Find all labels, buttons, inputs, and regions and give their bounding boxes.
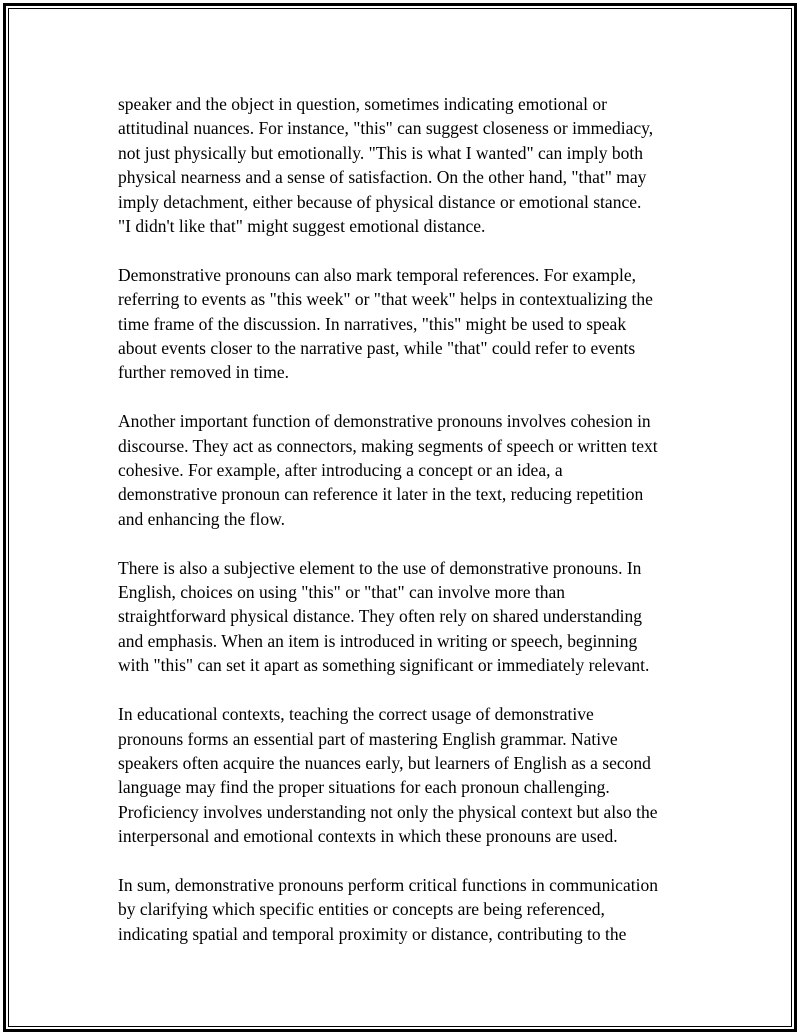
text-line: and emphasis. When an item is introduced in writing or speech, beginning xyxy=(118,630,638,651)
text-line: further removed in time. xyxy=(118,362,290,383)
text-line: In educational contexts, teaching the correct usage of demonstrative xyxy=(118,704,594,725)
text-line: straightforward physical distance. They often rely on shared understanding xyxy=(118,606,643,627)
text-line: Demonstrative pronouns can also mark temporal references. For example, xyxy=(118,264,637,285)
text-line: imply detachment, either because of physical distance or emotional stance. xyxy=(118,191,642,212)
text-line: demonstrative pronoun can reference it later in the text, reducing repetition xyxy=(118,484,644,505)
paragraph-educational-contexts xyxy=(118,702,692,848)
text-line: There is also a subjective element to the use of demonstrative pronouns. In xyxy=(118,557,642,578)
text-line: not just physically but emotionally. "This is what I wanted" can imply both xyxy=(118,142,643,163)
text-line: referring to events as "this week" or "that week" helps in contextualizing the xyxy=(118,289,653,310)
text-line: by clarifying which specific entities or concepts are being referenced, xyxy=(118,899,605,920)
text-line: speakers often acquire the nuances early, but learners of English as a second xyxy=(118,752,651,773)
text-line: and enhancing the flow. xyxy=(118,508,286,529)
text-line: about events closer to the narrative past, while "that" could refer to events xyxy=(118,338,636,359)
paragraph-emotional-distance xyxy=(118,92,692,238)
text-line: cohesive. For example, after introducing a concept or an idea, a xyxy=(118,460,563,481)
text-line: physical nearness and a sense of satisfaction. On the other hand, "that" may xyxy=(118,167,647,188)
text-line: Proficiency involves understanding not only the physical context but also the xyxy=(118,801,658,822)
text-line: indicating spatial and temporal proximity or distance, contributing to the xyxy=(118,923,627,944)
text-line: pronouns forms an essential part of mastering English grammar. Native xyxy=(118,728,618,749)
text-line: with "this" can set it apart as something significant or immediately relevant. xyxy=(118,655,650,676)
text-line: speaker and the object in question, sometimes indicating emotional or xyxy=(118,94,607,114)
text-line: time frame of the discussion. In narratives, "this" might be used to speak xyxy=(118,313,627,334)
text-line: In sum, demonstrative pronouns perform critical functions in communication xyxy=(118,874,658,895)
text-line: attitudinal nuances. For instance, "this" can suggest closeness or immediacy, xyxy=(118,118,654,139)
paragraph-temporal-references xyxy=(118,263,692,385)
document-body xyxy=(118,92,692,946)
text-line: interpersonal and emotional contexts in which these pronouns are used. xyxy=(118,826,618,847)
paragraph-discourse-cohesion xyxy=(118,409,692,531)
text-line: language may find the proper situations for each pronoun challenging. xyxy=(118,777,610,798)
text-line: discourse. They act as connectors, making segments of speech or written text xyxy=(118,435,658,456)
paragraph-summary xyxy=(118,873,692,946)
text-line: "I didn't like that" might suggest emotional distance. xyxy=(118,216,486,237)
text-line: Another important function of demonstrative pronouns involves cohesion in xyxy=(118,411,651,432)
text-line: English, choices on using "this" or "that" can involve more than xyxy=(118,582,566,603)
paragraph-subjective-element xyxy=(118,556,692,678)
